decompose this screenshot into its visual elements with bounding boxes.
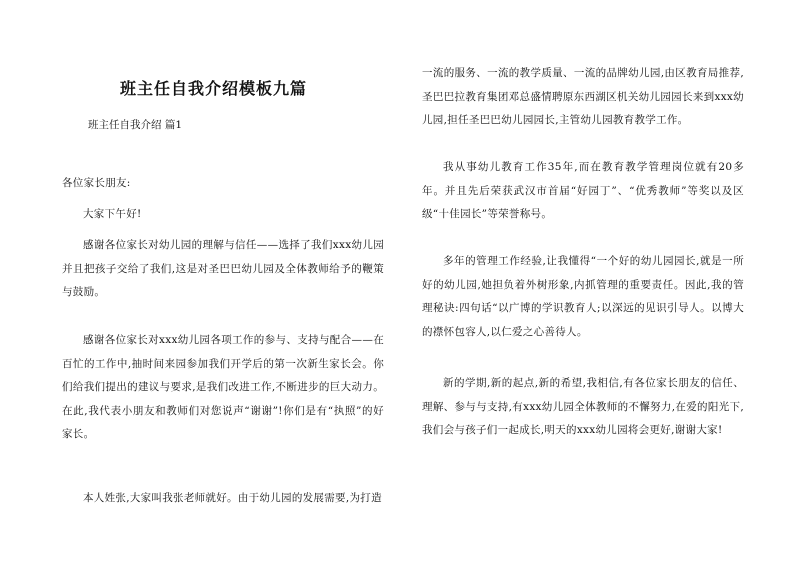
welcome-paragraph: 大家下午好! xyxy=(83,208,142,220)
greeting-paragraph: 各位家长朋友: xyxy=(62,177,131,189)
thanks-support-paragraph: 感谢各位家长对xxx幼儿园各项工作的参与、支持与配合——在百忙的工作中,抽时间来园参加我们开学后的第一次新生家长会。你们给我们提出的建议与要求,是我们改进工作,不断进步的巨大动力。在此,我代表小朋友和教师们对您说声“谢谢”!你们是有“执照”的好家长。 xyxy=(62,334,384,440)
experience-paragraph: 我从事幼儿教育工作35年,而在教育教学管理岗位就有20多年。并且先后荣获武汉市首届“好园丁”、“优秀教师”等奖以及区级“十佳园长”等荣誉称号。 xyxy=(422,161,744,220)
service-paragraph: 一流的服务、一流的教学质量、一流的品牌幼儿园,由区教育局推荐,圣巴巴拉教育集团邓总盛情聘原东西湖区机关幼儿园园长来到xxx幼儿园,担任圣巴巴幼儿园园长,主管幼儿园教育教学工作。 xyxy=(422,67,744,126)
document-subtitle: 班主任自我介绍 篇1 xyxy=(88,119,183,131)
closing-paragraph: 新的学期,新的起点,新的希望,我相信,有各位家长朋友的信任、理解、参与与支持,有xxx幼儿园全体教师的不懈努力,在爱的阳光下,我们会与孩子们一起成长,明天的xxx幼儿园将会更好,谢谢大家! xyxy=(422,377,744,436)
management-paragraph: 多年的管理工作经验,让我懂得“一个好的幼儿园园长,就是一所好的幼儿园,她担负着外树形象,内抓管理的重要责任。因此,我的管理秘诀:四句话“以广博的学识教育人;以深远的见识引导人。以博大的襟怀包容人,以仁爱之心善待人。 xyxy=(422,255,744,338)
self-intro-paragraph: 本人姓张,大家叫我张老师就好。由于幼儿园的发展需要,为打造 xyxy=(83,492,382,504)
document-title: 班主任自我介绍模板九篇 xyxy=(120,79,308,98)
thanks-trust-paragraph: 感谢各位家长对幼儿园的理解与信任——选择了我们xxx幼儿园并且把孩子交给了我们,这是对圣巴巴幼儿园及全体教师给予的鞭策与鼓励。 xyxy=(62,239,384,298)
